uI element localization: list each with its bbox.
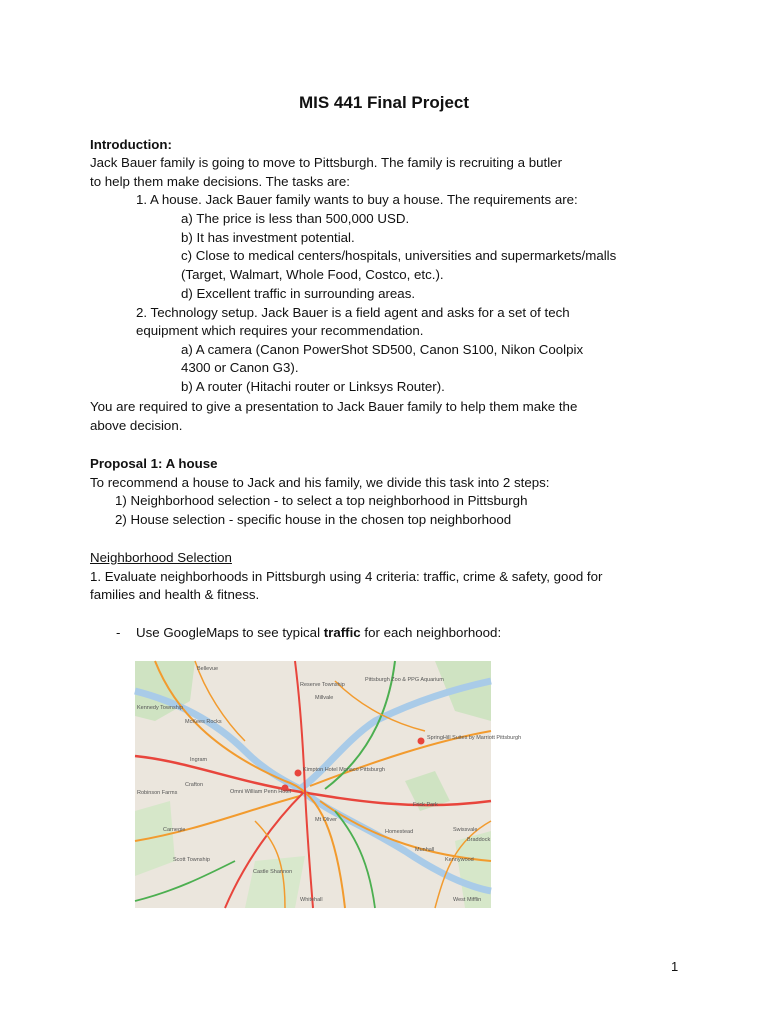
- map-label: Robinson Farms: [137, 790, 178, 796]
- requirement-item: d) Excellent traffic in surrounding areas.: [181, 286, 416, 301]
- map-label: Carnegie: [163, 827, 186, 833]
- task-item: 2. Technology setup. Jack Bauer is a field agent and asks for a set of tech: [136, 305, 570, 320]
- task-item: equipment which requires your recommendation.: [136, 323, 424, 338]
- neighborhood-line: families and health & fitness.: [90, 587, 260, 602]
- map-label: Frick Park: [413, 802, 438, 808]
- map-label: Bellevue: [197, 666, 219, 672]
- map-label: Kennywood: [445, 857, 474, 863]
- requirement-item: b) It has investment potential.: [181, 230, 355, 245]
- neighborhood-heading: Neighborhood Selection: [90, 550, 232, 565]
- map-label: Kennedy Township: [137, 705, 184, 711]
- neighborhood-line: 1. Evaluate neighborhoods in Pittsburgh using 4 criteria: traffic, crime & safety, good for: [90, 569, 603, 584]
- map-label: Omni William Penn Hotel: [230, 789, 292, 795]
- requirement-item: a) The price is less than 500,000 USD.: [181, 211, 410, 226]
- step-item: 2) House selection - specific house in the chosen top neighborhood: [115, 512, 512, 527]
- bullet-item: [136, 624, 501, 642]
- map-label: SpringHill Suites by Marriott Pittsburgh: [427, 735, 522, 741]
- map-label: Whitehall: [300, 897, 323, 903]
- bullet-dash: -: [116, 625, 121, 640]
- map-label: McKees Rocks: [185, 719, 222, 725]
- tech-item: a) A camera (Canon PowerShot SD500, Canon S100, Nikon Coolpix: [181, 342, 584, 357]
- map-label: Reserve Township: [300, 682, 345, 688]
- traffic-map-image: [135, 661, 522, 908]
- map-label: Homestead: [385, 829, 414, 835]
- intro-closing: above decision.: [90, 418, 183, 433]
- task-item: 1. A house. Jack Bauer family wants to buy a house. The requirements are:: [136, 192, 578, 207]
- map-label: Scott Township: [173, 857, 210, 863]
- map-label: Millvale: [315, 695, 334, 701]
- page-title: MIS 441 Final Project: [298, 93, 470, 112]
- map-label: Kimpton Hotel Monaco Pittsburgh: [303, 767, 385, 773]
- map-label: Mt Oliver: [315, 817, 337, 823]
- intro-closing: You are required to give a presentation to Jack Bauer family to help them make the: [90, 399, 578, 414]
- page-number: 1: [671, 959, 679, 974]
- requirement-item: (Target, Walmart, Whole Food, Costco, etc.).: [181, 267, 444, 282]
- step-item: 1) Neighborhood selection - to select a top neighborhood in Pittsburgh: [115, 493, 528, 508]
- bullet-text: for each neighborhood:: [360, 625, 502, 640]
- intro-line: Jack Bauer family is going to move to Pittsburgh. The family is recruiting a butler: [90, 155, 563, 170]
- proposal-heading: Proposal 1: A house: [90, 456, 218, 471]
- map-label: Crafton: [185, 782, 204, 788]
- map-label: Ingram: [190, 757, 208, 763]
- map-label: Castle Shannon: [253, 869, 293, 875]
- map-label: Munhall: [415, 847, 435, 853]
- map-label: West Mifflin: [453, 897, 482, 903]
- map-label: Swissvale: [453, 827, 478, 833]
- bullet-bold-text: traffic: [323, 625, 361, 640]
- tech-item: 4300 or Canon G3).: [181, 360, 299, 375]
- intro-line: to help them make decisions. The tasks are:: [90, 174, 350, 189]
- tech-item: b) A router (Hitachi router or Linksys Router).: [181, 379, 445, 394]
- map-label: Pittsburgh Zoo & PPG Aquarium: [365, 677, 444, 683]
- requirement-item: c) Close to medical centers/hospitals, universities and supermarkets/malls: [181, 248, 617, 263]
- proposal-line: To recommend a house to Jack and his family, we divide this task into 2 steps:: [90, 475, 550, 490]
- intro-heading: Introduction:: [90, 137, 172, 152]
- map-label: Braddock: [467, 837, 491, 843]
- bullet-text: Use GoogleMaps to see typical: [136, 625, 324, 640]
